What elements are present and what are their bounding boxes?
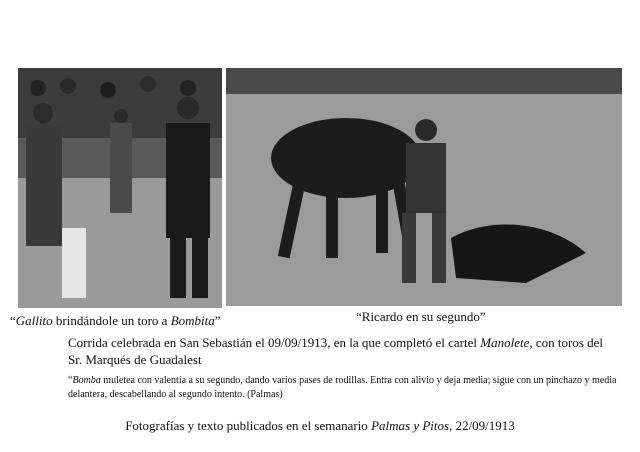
caption-right: “Ricardo en su segundo” <box>356 309 486 324</box>
note-name: Bomba <box>72 375 101 386</box>
caption-left-open-quote: “ <box>10 313 16 328</box>
photo-left-illustration <box>18 68 222 308</box>
caption-left-name-gallito: Gallito <box>15 313 53 328</box>
footer-part2: , 22/09/1913 <box>449 418 515 433</box>
note-open-quote: “ <box>68 375 73 386</box>
caption-left <box>10 313 221 329</box>
caption-left-mid: brindándole un toro a <box>52 313 171 328</box>
footer-publication: Palmas y Pitos <box>371 418 450 433</box>
publication-credit <box>0 418 640 434</box>
note-text: muleteа con valentía a su segundo, dando varios pases de rodillas. Entra con alivio y deja media; sigue con un pinchazo y media delantera, descabellando al segundo intento. (Palmas) <box>68 375 617 400</box>
event-description-part2: , con toros del <box>529 335 603 350</box>
caption-left-close-quote: ” <box>214 313 221 328</box>
photo-ricardo-segundo <box>226 68 622 306</box>
event-description-name: Manolete <box>480 335 530 350</box>
photo-gallito-bombita <box>18 68 222 308</box>
caption-left-name-bombita: Bombita <box>170 313 215 328</box>
photo-right-illustration <box>226 68 622 306</box>
footer-part1: Fotografías y texto publicados en el semanario <box>125 418 372 433</box>
event-description-line2: Sr. Marqués de Guadalest <box>68 352 202 367</box>
bomba-note <box>68 374 628 402</box>
event-description-part1: Corrida celebrada en San Sebastián el 09/09/1913, en la que completó el cartel <box>68 335 481 350</box>
event-description <box>68 334 628 368</box>
